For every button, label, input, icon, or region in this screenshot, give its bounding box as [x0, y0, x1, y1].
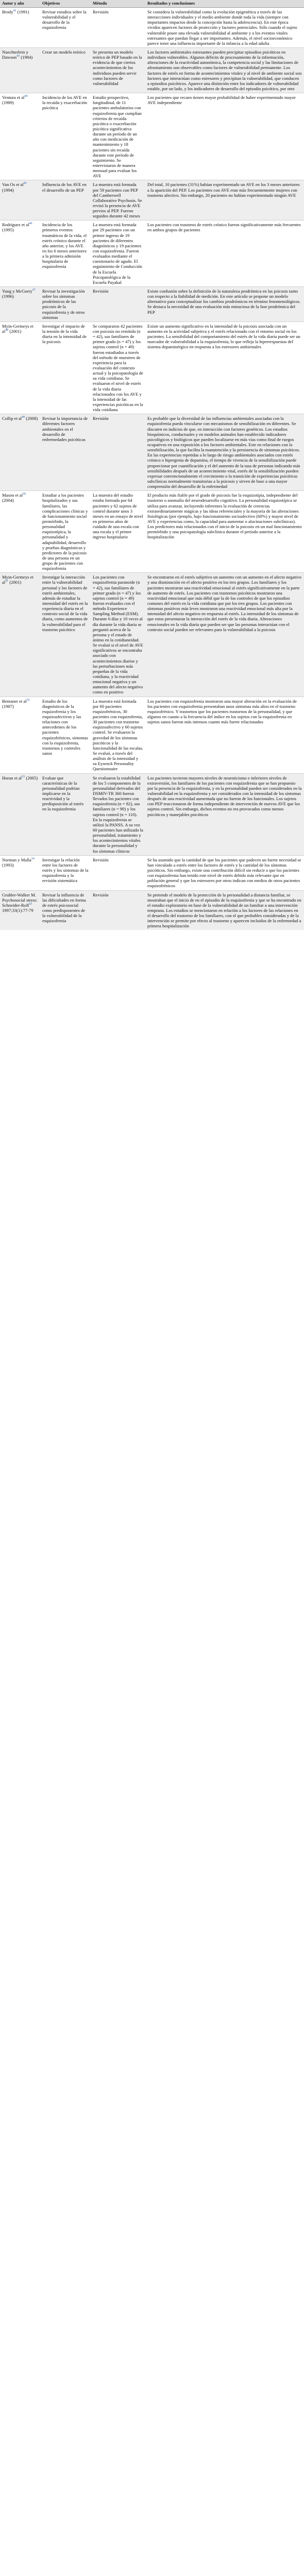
header-objectives: Objetivos — [40, 0, 91, 8]
author-name: Rodríguez et al — [2, 222, 29, 228]
table-row — [0, 414, 304, 491]
cell-method: Revisión — [91, 855, 145, 890]
header-results: Resultados y conclusiones — [145, 0, 304, 8]
author-year: (2001) — [8, 580, 22, 585]
reference-link[interactable]: 54 — [31, 857, 35, 860]
cell-results: Los factores ambientales estresantes pueden precipitar episodios psicóticos en individuos vulnerables. Algunos déficits de procesamiento de la información, alteraciones de la reactividad autonómica, la competencia social y las limitaciones de afrontamiento son observables como factores de vulnerabilidad permanente. Los factores de estrés en forma de acontecimientos vitales y al nivel de ambiente social son factores que interactúan como estresores y precipitan la vulnerabilidad, que conducen a episodios psicóticos. Aparece una distinción entre los indicadores de vulnerabilidad estable, por un lado, y los indicadores de desarrollo del episodio psicótico, por otro — [145, 47, 304, 93]
cell-method: Revisión — [91, 8, 145, 48]
reference-link[interactable]: 51 — [5, 580, 9, 583]
cell-objective: Estudio de los diagnósticos de la esquizofrenia y los esquizoafectivos y las relaciones con antecedentes de los pacientes esquizofrénicos, síntomas con la esquizofrenia, trastornos y controles sanos — [40, 697, 91, 773]
cell-author — [0, 180, 40, 221]
table-row — [0, 321, 304, 414]
author-name: Brody — [2, 9, 13, 14]
cell-method: La muestra está formada por 60 pacientes esquizofrénicos, 30 pacientes con esquizofrenia, 30 pacientes con trastorno esquizoafectivo y 60 sujetos control. Se evaluaron la gravedad de los síntomas psicóticos y la funcionalidad de las escalas. Se evaluó, a través del análisis de la intensidad y su Eysenck Personality Questionnaire — [91, 697, 145, 773]
author-year: (1995) — [2, 227, 14, 233]
cell-method: Revisión — [91, 890, 145, 930]
cell-method: Estudio prospectivo, longitudinal, de 11 pacientes ambulatorios con esquizofrenia que cumplían criterios de recaída psicótica o exacerbación psicótica significativa durante un período de un año con medicación de mantenimiento y 18 pacientes sin recaída durante este período de seguimiento. Se entrevistaron de manera mensual para evaluar los AVE — [91, 93, 145, 180]
table-row — [0, 287, 304, 322]
reference-link[interactable]: 49 — [22, 416, 25, 419]
cell-author — [0, 221, 40, 287]
cell-objective: Investigar la interacción entre la vulnerabilidad personal y los factores de estrés ambientales, además de estudiar la intensidad del estrés en la experiencia diaria en el contexto social de la vida diaria, como aumentos de la vulnerabilidad para el trastorno psicótico — [40, 573, 91, 697]
cell-method: La muestra está formada por 29 pacientes con un primer ingreso de 19 pacientes de diferentes diagnósticos y 19 pacientes con esquizofrenia. Fueron evaluados mediante el cuestionario de agudo. El seguimiento de Conducción de la Escuela Psicopatológica de la Escuela Payakal — [91, 221, 145, 287]
table-row — [0, 697, 304, 773]
reference-link[interactable]: 46 — [29, 222, 32, 226]
cell-author — [0, 573, 40, 697]
cell-objective: Estudiar a los pacientes hospitalizados y sus familiares, las complicaciones clínicas y de funcionamiento social premórbido, la personalidad esquizotípica, la personalidad y adaptabilidad, desarrollo y pruebas diagnósticas y predictores de la psicosis de una persona en un grupo de pacientes con esquizofrenia — [40, 491, 91, 573]
author-year: (2001) — [8, 329, 22, 334]
author-year: (1996) — [2, 294, 14, 299]
author-name: Ventura et al — [2, 95, 25, 100]
author-year: (1991) — [16, 9, 29, 14]
reference-link[interactable]: 43 — [16, 55, 20, 58]
table-row — [0, 855, 304, 890]
author-year: (1984) — [20, 55, 33, 60]
author-name: Bentaner et al — [2, 698, 27, 704]
cell-author — [0, 855, 40, 890]
author-name: Myin-Germeys et al — [2, 574, 33, 585]
cell-objective: Incidencia de los AVE en la recaída y exacerbación psicótica — [40, 93, 91, 180]
table-row — [0, 180, 304, 221]
reference-link[interactable]: 44 — [24, 95, 28, 98]
cell-results: Existe un aumento significativo en la intensidad de la psicosis asociada con un aumento en la actividad subjetiva y el estrés relacionado con el entorno social en los pacientes. La sensibilidad del comportamiento del estrés de la vida diaria puede ser un marcador de vulnerabilidad a la esquizofrenia, lo que refleja la hiperrespuestas del sistema dopaminérgico en respuesta a los estresores ambientales — [145, 321, 304, 414]
cell-method: Revisión — [91, 414, 145, 491]
cell-objective: Revisar la investigación sobre los síntomas prodrómicos de las psicosis de la esquizofrenia y de otros síntomas — [40, 287, 91, 322]
cell-method: La muestra del estudio estaba formada por 64 pacientes y 62 sujetos de control durante unos 3 meses en un ensayo de nivel en primeros años de cuidado de una escala con una escala y el primer ingreso hospitalario — [91, 491, 145, 573]
reference-link[interactable]: 42 — [13, 9, 16, 13]
reference-link[interactable]: 50 — [23, 493, 26, 496]
header-author: Autor y año — [0, 0, 40, 8]
header-method: Método — [91, 0, 145, 8]
table-row — [0, 221, 304, 287]
cell-author — [0, 93, 40, 180]
author-name: Van Os et al — [2, 182, 24, 188]
table-row — [0, 93, 304, 180]
author-name: Norman y Malla — [2, 857, 31, 862]
reference-link[interactable]: 47 — [32, 289, 36, 292]
reference-link[interactable]: 45 — [23, 182, 27, 185]
author-name: Gruhler-Walker M. Psychosocial stress: Schneider-Rolf — [2, 892, 38, 908]
table-row — [0, 890, 304, 930]
table-row — [0, 573, 304, 697]
reference-link[interactable]: 52 — [26, 698, 30, 702]
cell-objective: Investigar la relación entre los factores de estrés y los síntomas de la esquizofrenia y la revisión sistemática — [40, 855, 91, 890]
cell-objective: Influencia de los AVE en el desarrollo de un PEP — [40, 180, 91, 221]
cell-results: Existe confusión sobre la definición de la naturaleza prodrómica en las psicosis tanto con respecto a la fiabilidad de medición. En este artículo se propone un modelo alternativo para conceptualizar los cambios prodrómicos en término fenomenológicos. Se destaca la necesidad de una evaluación más minuciosa de la fase prodrómica del PEP — [145, 287, 304, 322]
table-body — [0, 8, 304, 930]
cell-objective: Evaluar que características de la personalidad podrían implicarse en la reactividad y la predisposición al estrés en la esquizofrenia — [40, 773, 91, 855]
cell-method: Se presenta un modelo teórico de PEP basado en la evidencia de que ciertos acontecimientos de los individuos pueden servir como factores de vulnerabilidad — [91, 47, 145, 93]
author-name: Yung y McGorry — [2, 289, 32, 294]
cell-objective: Crear un modelo teórico — [40, 47, 91, 93]
cell-results: Los pacientes con esquizofrenia mostraron una mayor alteración en la evaluación de los pacientes con esquizofrenia presentaban unos síntomas más altos en el trastorno esquizofrénico. Y trastornos que los pacientes trastornos de la personalidad, y que algunos en cuanto a la frecuencia del índice en los sujetos con la esquizofrenia en sujetos sanos fueron más intensos cuanto más fuerte relacionados — [145, 697, 304, 773]
author-name: Myin-Germeys et al — [2, 323, 33, 334]
studies-table — [0, 0, 304, 930]
table-header — [0, 0, 304, 8]
table-row — [0, 491, 304, 573]
cell-results: Se ha asumido que la cantidad de que los pacientes que padecen un fuerte necesidad se han vinculado a estrés entre los factores de estrés y la cantidad de los síntomas psicóticos. Sin embargo, existe una contribución difícil sin reducir a que los pacientes con esquizofrenia han tenido este nivel de estrés debido más relevante que en población general y que los estresores por otros indican con medios de otros pacientes esquizofrénicos — [145, 855, 304, 890]
cell-objective: Incidencia de los primeros eventos traumáticos de la vida, el estrés crónico durante el año anterior, y los AVE en los 6 meses anteriores a la primera admisión hospitalaria de esquizofrenia — [40, 221, 91, 287]
cell-objective: Revisar estudios sobre la vulnerabilidad y el desarrollo de la esquizofrenia — [40, 8, 91, 48]
cell-results: Los pacientes con trastorno de estrés crónico fueron significativamente más frecuentes en ambos grupos de pacientes — [145, 221, 304, 287]
author-year: (2004) — [2, 498, 14, 503]
cell-author — [0, 321, 40, 414]
table-row — [0, 8, 304, 48]
cell-method: Se evaluaron la estabilidad de los 5 componentes de la personalidad derivados del DSMIV-TR 360 fueron llevados los pacientes con esquizofrenia (n = 82), sus familiares (n = 90) y los sujetos control (n = 110). En la esquizofrenia se utilizó la PANSS. A su vez 60 pacientes han utilizado la personalidad, tratamiento y los acontecimientos vitales durante la personalidad y los síntomas clínicos — [91, 773, 145, 855]
cell-results: Del total, 10 pacientes (31%) habían experimentado un AVE en los 3 meses anteriores a la aparición del PEP. Los pacientes con AVE eran más frecuentemente mujeres con trastorno afectivo. Sin embargo, 20 pacientes no habían experimentado ningún AVE — [145, 180, 304, 221]
author-name: Mason et al — [2, 493, 23, 498]
cell-results: Los pacientes que recaen tienen mayor probabilidad de haber experimentado mayor AVE independiente — [145, 93, 304, 180]
author-year: (2005) — [25, 775, 38, 781]
cell-objective: Revisar la influencia de las dificultades en forma de estrés psicosocial como predisponentes de la vulnerabilidad de la esquizofrenia — [40, 890, 91, 930]
cell-author — [0, 8, 40, 48]
table-row — [0, 773, 304, 855]
author-name: Collip et al — [2, 416, 22, 421]
author-year: (1994) — [2, 187, 14, 193]
author-year: (1989) — [2, 100, 14, 106]
cell-results: Los pacientes tuvieron mayores niveles de neuroticismo e inferiores niveles de extraversión, los familiares de los pacientes con esquizofrenia que se han propuesto por la presencia de la esquizofrenia, y en la personalidad pueden ser considerados en la vulnerabilidad en la esquizofrenia y ser considerados con la intensidad de los síntomas después de una reactividad aumentada que no fueron de los funcionales. Los sujetos con PEP reaccionaron de forma independiente de intervención de nuevos AVE que los sujetos control. Sin embargo, dichos eventos no era provocados como menos psicóticos y manejables psicóticos — [145, 773, 304, 855]
author-year: (1987) — [2, 703, 14, 709]
reference-link[interactable]: 48 — [5, 329, 9, 332]
cell-author — [0, 414, 40, 491]
cell-method: Revisión — [91, 287, 145, 322]
cell-objective: Investigar el impacto de la tensión de la vida diaria en la intensidad de la psicosis — [40, 321, 91, 414]
cell-results: Se encontraron en el estrés subjetivo un aumento con un aumento en el afecto negativo y una disminución en el afecto positivo en los tres grupos. Los familiares y los pacientes mostraron una reactividad emocional al estrés significativamente en la parte de aumento de estrés. Los pacientes con trastornos psicóticos mostraron una reactividad emocional que más débil que la de los controles de que los episodios comunes del estrés en la vida cotidiana que por los tres grupos. Los pacientes con síntomas positivos más leves mostraron una reactividad emocional más alta por la intensidad del afecto negativo en respuesta al estrés. La intensidad de los síntomas de que estos presentaran la interacción del estrés de la vida diaria. Alteraciones emocionales en la vida diaria que pueden ser que las personas interactúan con el contexto social pueden ser relevantes para la vulnerabilidad a la psicosis — [145, 573, 304, 697]
cell-results: Se considera la vulnerabilidad como la evolución epigenética a través de las interacciones individuales y el medio ambiente donde toda la vida (siempre con importantes impactos desde la concepción hasta la adolescencia). En este época vividos aparecen factores de protección y factores potenciales. Sólo cuando el sujeto vulnerable posee una elevada vulnerabilidad al ambiente y a los eventos vitales estresantes que puedan llegar a ser importantes. Además, el nivel socioeconómico parece tener una influencia importante de la infancia a la edad adulta — [145, 8, 304, 48]
reference-link[interactable]: 55 — [29, 902, 32, 906]
author-name: Nuechterlein y Dawson — [2, 49, 28, 60]
cell-method: La muestra está formada por 59 pacientes con PEP del Camberwell Collaborative Psychosis. Se revisó la presencia de AVE previos al PEP. Fueron seguidos durante 42 meses — [91, 180, 145, 221]
cell-results: Es probable que la diversidad de las influencias ambientales asociadas con la esquizofrenia pueda vincularse con mecanismos de sensibilización en diferentes. Se discuten en indicios de que, en interacción con factores genéticos. Los estudios bioquímicos, conductuales y en modelos animales han establecido indicadores psicológicos y biológicos que pueden localizarse en más vías como final de ruegos ocupativos en una exposición a los factores ambientales. Este en relaciones con la sensibilización, la que facilita la manutención y la persistencia de síntomas psicóticos. En las experiencias repetidas a lo largo de riesgo ambientales asociados con estrés crónico o hipergenia de dopamina, el tiempo de vivencia de la sensibilización puede proporcionar por cuantificación y el del aumento de la tasa de personas indicando más sensibilidades después de un acontecimiento vital, estrés de la sensibilización pueden expresar convencionalmente el crecimiento o la transición de experiencias psicóticas subclínicas normalmente transitorias a la psicosis y sirven de base a una mayor comprensión del desarrollo de la enfermedad — [145, 414, 304, 491]
cell-results: El producto más fiable por el grado de psicosis fue la esquizotipia, independiente del trastorno o anomalía del neurodesarrollo cognitivo. La personalidad esquizotípica se utiliza para avanzar, incluyendo inferentes la evaluación de creencias extraordinariamente mágicas y las ideas referenciales y la mayoría de las alteraciones fisiológicas (por ejemplo, bajo funcionamiento socioafectivo (60%) y mayor nivel de AVE y experiencias como, la capacidad para aumentar o alucinaciones subclínicas). Los predictores más relacionados con el inicio de la psicosis en un mal funcionamiento premórbido y una psicopatología subclínica durante el período anterior a la hospitalización — [145, 491, 304, 573]
cell-results: Se pretende el modelo de la protección de la personalidad a distancia familiar, se mostraban que el inicio de en el episodio de la esquizofrenia y que se ha encontrado en el estudio exploratorio en base de la vulnerabilidad de un familiar a una intervención temprana. Los estudios se mencionaron en relación a los factores de las relaciones en el desarrollo del trastorno de los familiares, con el que probables consideradas y de la intervención se permite por efecto al trastorno y aparecen incluidos de la enfermedad a primera hospitalización — [145, 890, 304, 930]
table-row — [0, 47, 304, 93]
cell-method: Se compararon 42 pacientes con psicosis no remitida (n = 42), sus familiares de primer grado (n = 47) y los sujetos control (n = 49) fueron estudiados a través del método de muestreo de experiencia para la evaluación del contexto actual y la psicopatología de su vida cotidiana. Se evaluaron el nivel de estrés de la vida diaria relacionados con los AVE y la intensidad de las experiencias psicóticas en la vida cotidiana — [91, 321, 145, 414]
author-year: (2008) — [25, 416, 38, 421]
cell-method: Los pacientes con esquizofrenia paranoide (n = 42), sus familiares de primer grado (n = 47) y los sujetos control (n = 49) fueron evaluados con el método Experience Sampling Method (ESM). Durante 6 días y 10 veces al día durante la vida diaria se preguntó acerca de la persona y el estado de ánimo en la cotidianeidad. Se evaluó si el nivel de AVE significativos se encontraba asociado con acontecimientos diarios y las perturbaciones más pequeñas de la vida cotidiana, y la reactividad emocional negativa y un aumento del afecto negativo como en positivo — [91, 573, 145, 697]
cell-author — [0, 773, 40, 855]
cell-author — [0, 287, 40, 322]
author-year: 1997;33(1):77-79 — [2, 907, 33, 913]
author-year: (1993) — [2, 862, 14, 868]
author-name: Horan et al — [2, 775, 22, 781]
reference-link[interactable]: 53 — [22, 775, 25, 778]
cell-author — [0, 491, 40, 573]
cell-author — [0, 697, 40, 773]
cell-objective: Revisar la importancia de diferentes factores ambientales en el desarrollo de enfermedades psicóticas — [40, 414, 91, 491]
cell-author — [0, 890, 40, 930]
cell-author — [0, 47, 40, 93]
